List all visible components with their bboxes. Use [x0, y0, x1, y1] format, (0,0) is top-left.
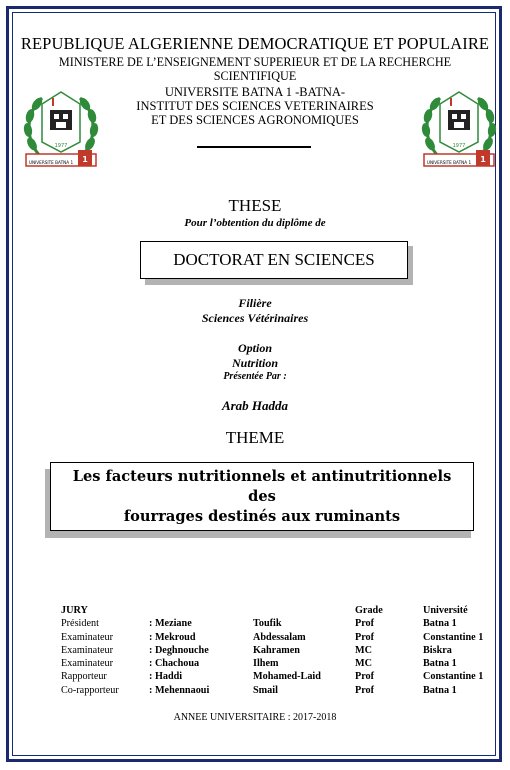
degree-box — [140, 241, 408, 279]
theme-label: THEME — [225, 428, 285, 447]
jury-first-name: Toufik — [253, 618, 282, 630]
option-value: Nutrition — [231, 356, 279, 370]
jury-last-name: : Deghnouche — [149, 644, 209, 656]
header-divider — [197, 146, 311, 148]
jury-university: Batna 1 — [423, 618, 457, 630]
jury-last-name: : Chachoua — [149, 658, 200, 670]
jury-label: JURY — [61, 605, 88, 616]
seal-banner-text: UNIVERSITE BATNA 1 — [426, 160, 472, 165]
jury-university: Constantine 1 — [423, 631, 484, 643]
svg-text:1: 1 — [480, 155, 486, 164]
academic-year: ANNEE UNIVERSITAIRE : 2017-2018 — [173, 712, 337, 723]
option-label: Option — [237, 341, 272, 355]
jury-first-name: Smail — [253, 684, 278, 696]
jury-role: Examinateur — [61, 631, 114, 643]
filiere-label: Filière — [238, 296, 272, 310]
jury-university: Batna 1 — [423, 658, 457, 670]
jury-first-name: Kahramen — [253, 644, 300, 656]
jury-grade: Prof — [355, 618, 375, 630]
university-seal-icon — [20, 84, 102, 174]
svg-text:1: 1 — [82, 155, 88, 164]
jury-university: Constantine 1 — [423, 671, 484, 683]
thesis-title-line-2: fourrages destinés aux ruminants — [123, 507, 401, 525]
jury-role: Examinateur — [61, 644, 114, 656]
jury-role: Examinateur — [61, 658, 114, 670]
jury-last-name: : Meziane — [149, 618, 192, 630]
svg-text:1977: 1977 — [54, 143, 68, 149]
jury-last-name: : Mehennaoui — [149, 684, 210, 696]
thesis-title-line-1: Les facteurs nutritionnels et antinutritionnels des — [72, 467, 452, 505]
jury-role: Co-rapporteur — [61, 684, 119, 696]
filiere-value: Sciences Vétérinaires — [201, 311, 309, 325]
jury-role: Rapporteur — [61, 671, 107, 683]
grade-header: Grade — [355, 605, 383, 616]
jury-role: Président — [61, 618, 99, 630]
ministry-line-2: SCIENTIFIQUE — [213, 68, 297, 83]
degree-title: DOCTORAT EN SCIENCES — [173, 250, 375, 269]
seal-banner-text: UNIVERSITE BATNA 1 — [28, 160, 74, 165]
university-name: UNIVERSITE BATNA 1 -BATNA- — [164, 85, 346, 99]
jury-first-name: Mohamed-Laid — [253, 671, 321, 683]
jury-university: Biskra — [423, 644, 452, 656]
jury-grade: Prof — [355, 671, 375, 683]
jury-university: Batna 1 — [423, 684, 457, 696]
jury-last-name: : Haddi — [149, 671, 183, 683]
jury-grade: Prof — [355, 631, 375, 643]
thesis-purpose: Pour l’obtention du diplôme de — [184, 217, 326, 229]
svg-text:1977: 1977 — [452, 143, 466, 149]
thesis-title-box — [50, 462, 474, 531]
jury-grade: MC — [355, 644, 372, 656]
jury-first-name: Abdessalam — [253, 631, 306, 643]
university-seal-icon — [418, 84, 500, 174]
jury-grade: Prof — [355, 684, 375, 696]
ministry-line-1: MINISTERE DE L’ENSEIGNEMENT SUPERIEUR ET DE LA RECHERCHE — [58, 55, 452, 69]
institute-line-1: INSTITUT DES SCIENCES VETERINAIRES — [136, 99, 374, 113]
presented-by-label: Présentée Par : — [223, 371, 287, 382]
institute-line-2: ET DES SCIENCES AGRONOMIQUES — [151, 113, 359, 127]
republic-heading: REPUBLIQUE ALGERIENNE DEMOCRATIQUE ET POPULAIRE — [20, 34, 490, 53]
author-name: Arab Hadda — [221, 398, 289, 413]
jury-first-name: Ilhem — [253, 658, 279, 670]
ministry-heading — [0, 56, 510, 83]
thesis-type: THESE — [228, 196, 282, 215]
jury-grade: MC — [355, 658, 372, 670]
university-header: Université — [423, 605, 468, 616]
jury-last-name: : Mekroud — [149, 631, 196, 643]
